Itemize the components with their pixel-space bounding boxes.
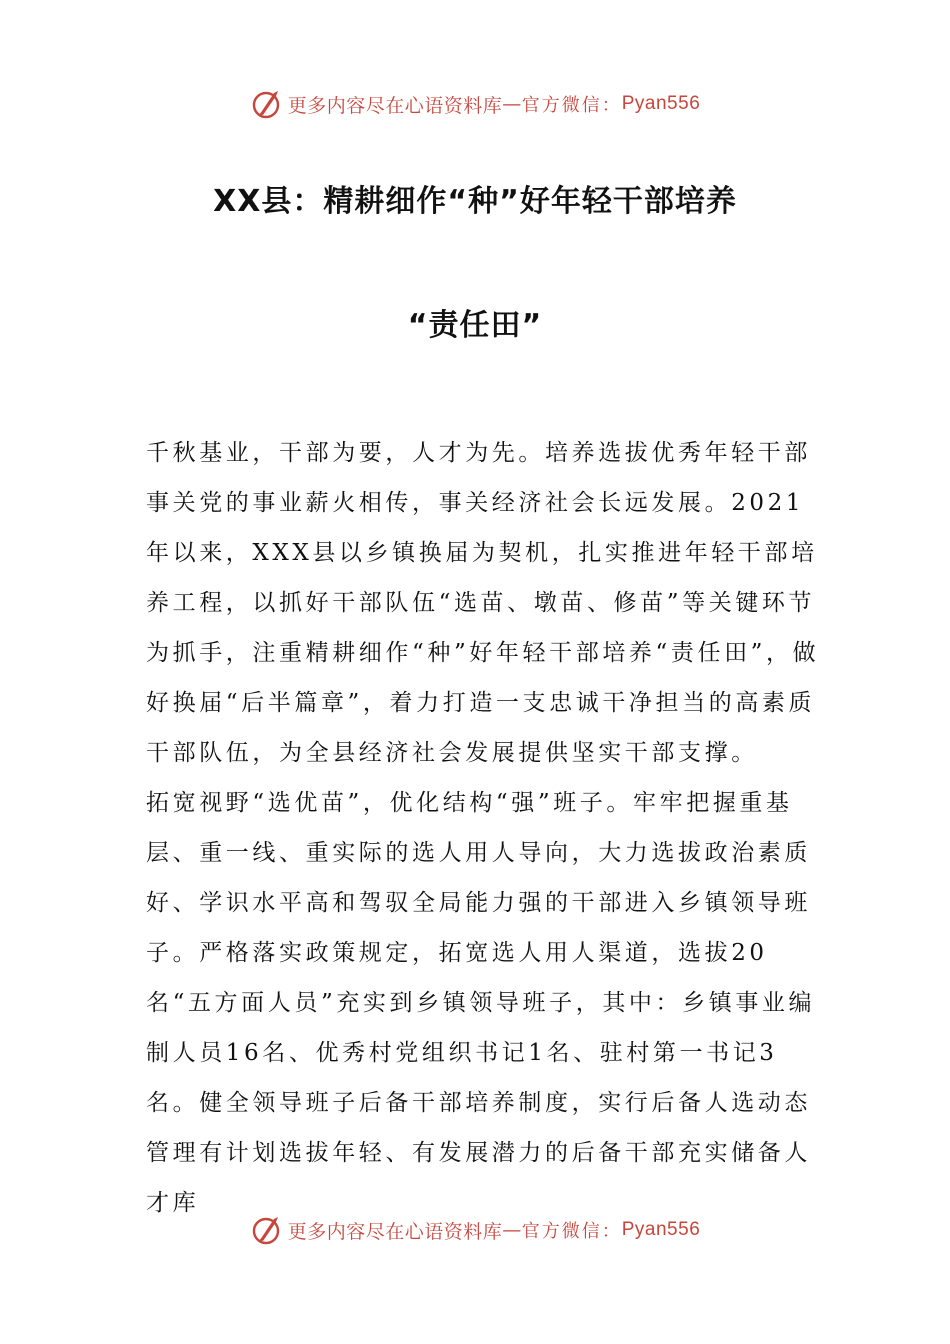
header-wechat-label: 官方微信： <box>521 95 622 116</box>
footer-brand-text: 更多内容尽在心语资料库 <box>287 1220 503 1243</box>
footer-wechat-id: Pyan556 <box>621 1219 701 1240</box>
header-watermark-banner <box>0 86 950 122</box>
quill-pen-logo-icon <box>250 1213 284 1247</box>
footer-watermark-banner <box>0 1212 950 1248</box>
header-wechat-id: Pyan556 <box>621 93 701 114</box>
header-brand-text: 更多内容尽在心语资料库 <box>287 94 503 117</box>
body-paragraph-2: 拓宽视野“选优苗”，优化结构“强”班子。牢牢把握重基层、重一线、重实际的选人用人导向，大力选拔政治素质好、学识水平高和驾驭全局能力强的干部进入乡镇领导班子。严格落实政策规定，拓宽选人用人渠道，选拔20名“五方面人员”充实到乡镇领导班子，其中：乡镇事业编制人员16名、优秀村党组织书记1名、驻村第一书记3名。健全领导班子后备干部培养制度，实行后备人选动态管理有计划选拔年轻、有发展潜力的后备干部充实储备人才库 <box>146 790 816 1216</box>
document-title-line-2: “责任田” <box>407 308 543 343</box>
document-body <box>146 428 826 1228</box>
body-paragraph-1: 千秋基业，干部为要，人才为先。培养选拔优秀年轻干部事关党的事业薪火相传，事关经济社会长远发展。2021年以来，XXX县以乡镇换届为契机，扎实推进年轻干部培养工程，以抓好干部队伍“选苗、墩苗、修苗”等关键环节为抓手，注重精耕细作“种”好年轻干部培养“责任田”，做好换届“后半篇章”，着力打造一支忠诚干净担当的高素质干部队伍，为全县经济社会发展提供坚实干部支撑。 <box>146 440 820 766</box>
header-separator: — <box>502 93 522 115</box>
footer-wechat-label: 官方微信： <box>521 1221 622 1242</box>
document-title-line-1: XX县：精耕细作“种”好年轻干部培养 <box>213 184 737 219</box>
footer-separator: — <box>502 1219 522 1241</box>
quill-pen-logo-icon <box>250 87 284 121</box>
